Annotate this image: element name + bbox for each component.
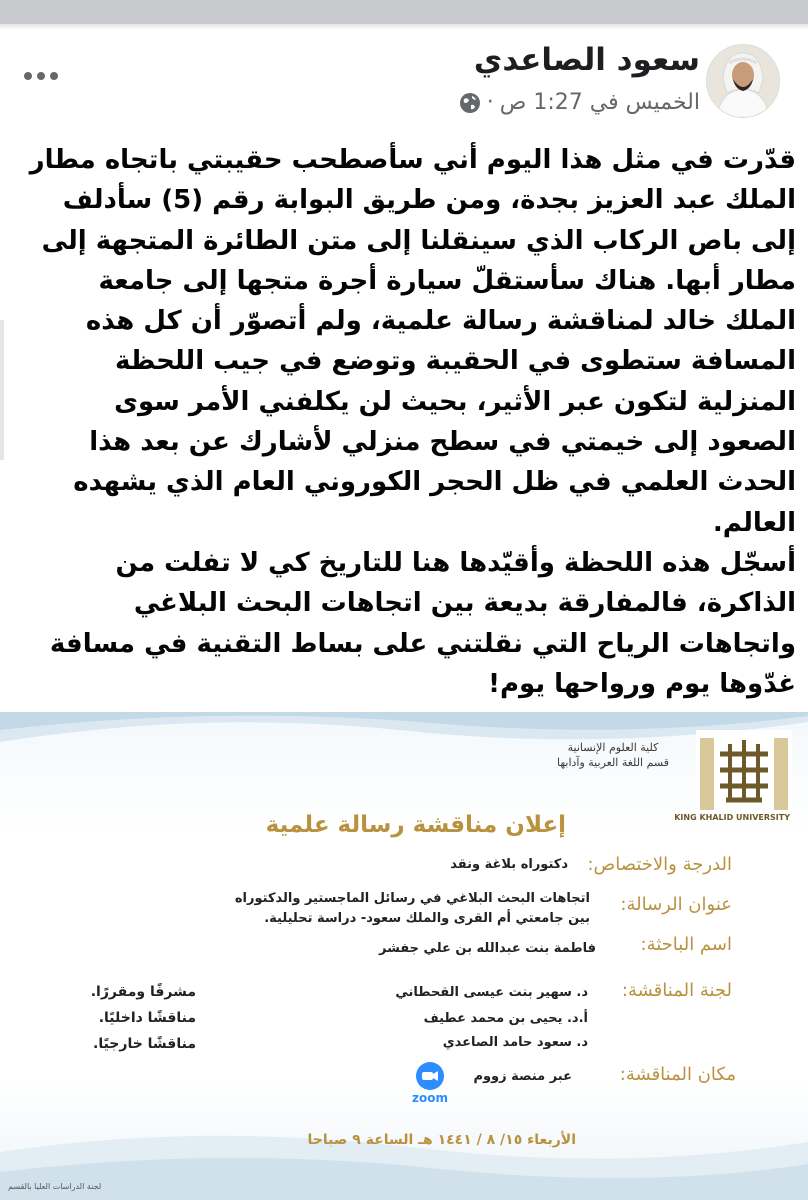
post-timestamp[interactable]: الخميس في 1:27 ص: [499, 90, 700, 115]
thesis-value-line-2: بين جامعتي أم القرى والملك سعود- دراسة تحليلية.: [264, 911, 590, 926]
researcher-value: فاطمة بنت عبدالله بن علي جفشر: [378, 941, 596, 956]
top-bar: [0, 0, 808, 24]
committee-member-1-name: د. سهير بنت عيسى القحطاني: [395, 985, 588, 1000]
committee-member-3-role: مناقشًا خارجيًا.: [93, 1036, 196, 1052]
poster-footer-note: لجنة الدراسات العليا بالقسم: [8, 1182, 102, 1191]
university-logo: [696, 730, 792, 814]
committee-member-1-role: مشرفًا ومقررًا.: [90, 984, 196, 1000]
meta-separator: ·: [486, 90, 494, 115]
college-name: [548, 740, 678, 770]
thesis-label: عنوان الرسالة:: [620, 894, 732, 915]
top-bar-shadow: [0, 24, 808, 30]
committee-member-2-name: أ.د. يحيى بن محمد عطيف: [423, 1011, 588, 1026]
poster-top-wave: [0, 712, 808, 772]
poster-bottom-wave: [0, 1112, 808, 1200]
venue-label: مكان المناقشة:: [619, 1064, 736, 1085]
zoom-wordmark: zoom: [412, 1091, 448, 1105]
thesis-value-line-1: اتجاهات البحث البلاغي في رسائل الماجستير والدكتوراه: [234, 891, 590, 906]
zoom-camera-icon: [416, 1062, 444, 1090]
author-avatar[interactable]: [706, 44, 780, 118]
more-options-button[interactable]: [24, 66, 64, 86]
post-paragraph-2: أسجّل هذه اللحظة وأقيّدها هنا للتاريخ كي لا تفلت من الذاكرة، فالمفارقة بديعة بين اتجاهات البحث البلاغي واتجاهات الرياح التي نقلتني على بساط التقنية في مسافة غدّوها يوم ورواحها يوم!: [49, 547, 796, 699]
scroll-indicator: [0, 320, 4, 460]
dot-icon: [24, 72, 32, 80]
globe-icon: [459, 92, 481, 114]
committee-member-2-role: مناقشًا داخليًا.: [98, 1010, 196, 1026]
avatar-photo: [707, 45, 779, 117]
researcher-label: اسم الباحثة:: [640, 934, 732, 955]
announcement-title: إعلان مناقشة رسالة علمية: [265, 812, 566, 838]
post-meta: [459, 90, 700, 115]
dot-icon: [50, 72, 58, 80]
venue-value: عبر منصة زووم: [473, 1069, 572, 1084]
college-line-2: قسم اللغة العربية وآدابها: [556, 756, 669, 769]
post-body: [20, 140, 796, 704]
post-paragraph-1: قدّرت في مثل هذا اليوم أني سأصطحب حقيبتي باتجاه مطار الملك عبد العزيز بجدة، ومن طريق البوابة رقم (5) سأدلف إلى باص الركاب الذي سينقلنا إلى متن الطائرة المتجهة إلى مطار أبها. هناك سأستقلّ سيارة أجرة متجها إلى جامعة الملك خالد لمناقشة رسالة علمية، ولم أتصوّر أن كل هذه المسافة ستطوى في الحقيبة وتوضع في جيب اللحظة المنزلية لتكون عبر الأثير، بحيث لن يكلفني الأمر سوى الصعود إلى خيمتي في سطح منزلي لأشارك عن بعد هذا الحدث العلمي في ظل الحجر الكوروني العام الذي يشهده العالم.: [29, 145, 796, 538]
university-name-en: KING KHALID UNIVERSITY: [674, 813, 790, 822]
college-line-1: كلية العلوم الإنسانية: [567, 741, 659, 754]
committee-label: لجنة المناقشة:: [621, 980, 732, 1001]
post-author-name[interactable]: سعود الصاعدي: [473, 42, 700, 78]
camera-icon: [416, 1062, 444, 1090]
announcement-image[interactable]: [0, 712, 808, 1200]
committee-member-3-name: د. سعود حامد الصاعدي: [442, 1035, 588, 1050]
degree-value: دكتوراه بلاغة ونقد: [450, 857, 568, 872]
degree-label: الدرجة والاختصاص:: [587, 854, 732, 875]
zoom-logo: [406, 1062, 454, 1108]
announcement-date: الأربعاء ١٥/ ٨ / ١٤٤١ هـ الساعة ٩ صباحا: [307, 1132, 576, 1148]
dot-icon: [37, 72, 45, 80]
